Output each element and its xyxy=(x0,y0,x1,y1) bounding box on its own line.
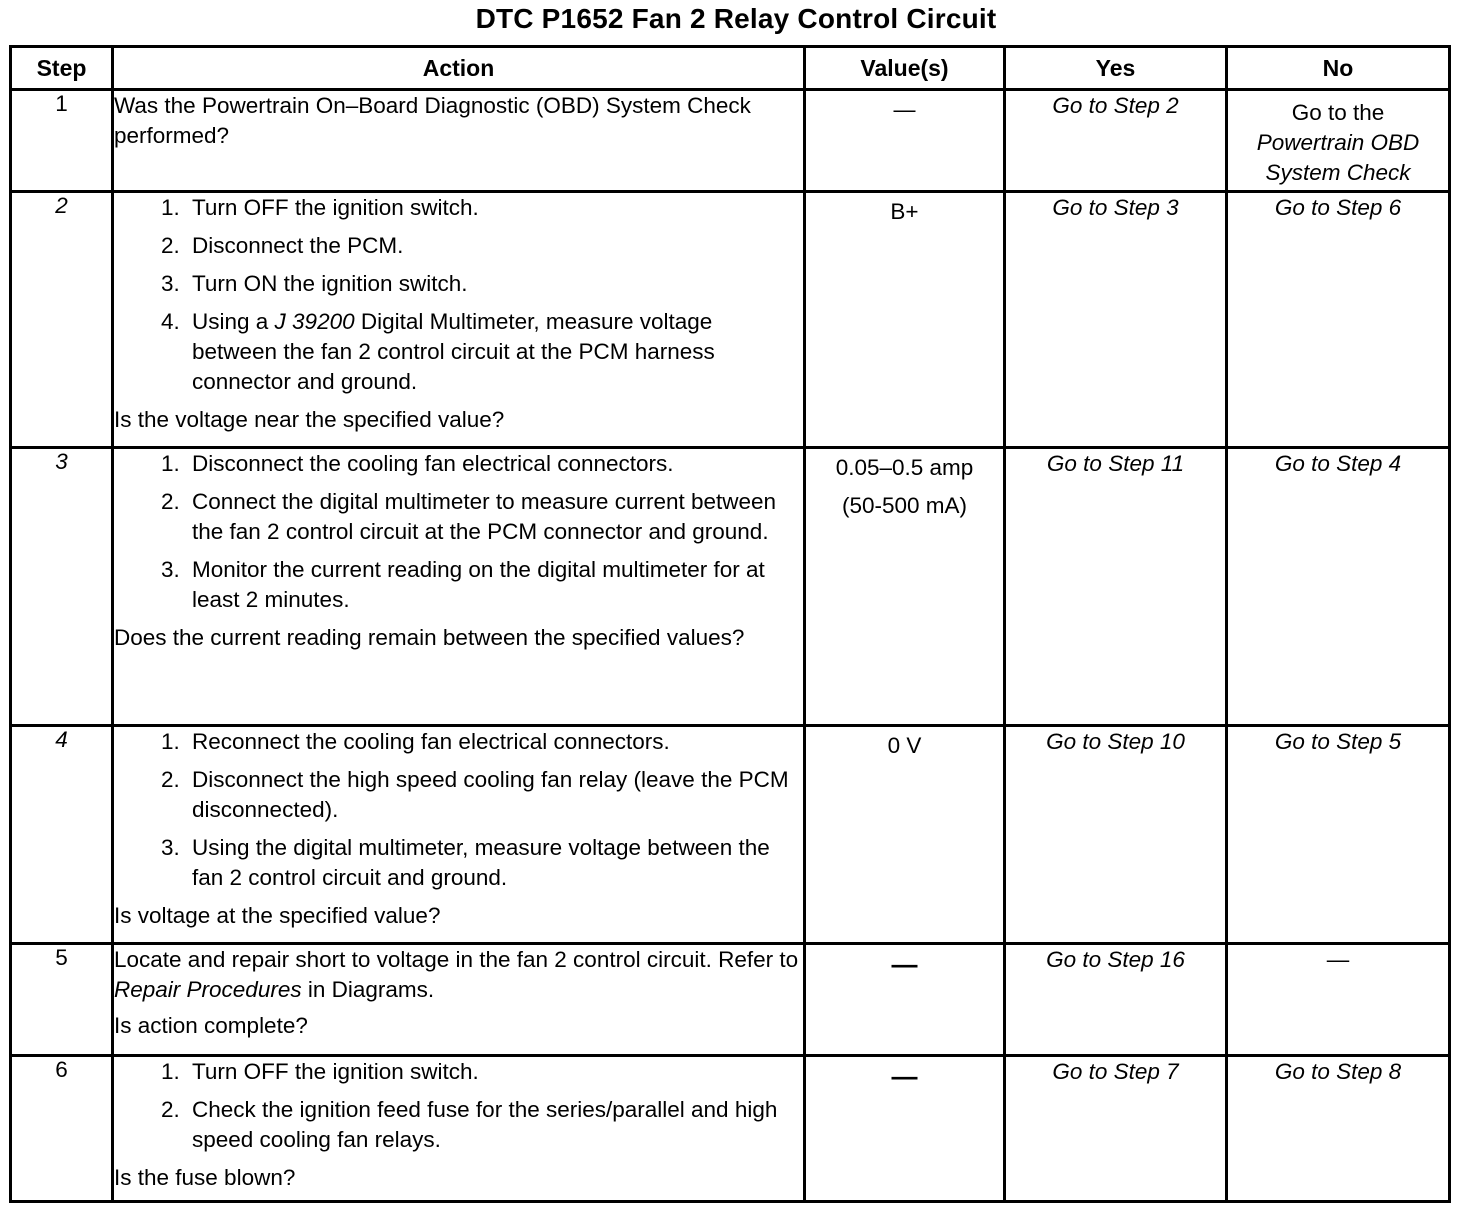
header-yes: Yes xyxy=(1005,47,1227,90)
action-cell xyxy=(113,726,805,944)
no-text: Go to Step 6 xyxy=(1274,195,1402,220)
value-text: (50-500 mA) xyxy=(841,493,968,518)
no-cell xyxy=(1227,90,1450,192)
no-text: Go to Step 5 xyxy=(1274,729,1402,754)
action-cell xyxy=(113,944,805,1056)
yes-cell xyxy=(1005,1056,1227,1202)
action-cell xyxy=(113,448,805,726)
yes-text: Go to Step 2 xyxy=(1052,93,1179,118)
value-text: 0.05–0.5 amp xyxy=(835,455,974,480)
header-step: Step xyxy=(11,47,113,90)
value-cell xyxy=(805,944,1005,1056)
value-cell xyxy=(805,90,1005,192)
action-question: Is voltage at the specified value? xyxy=(114,903,441,928)
table-row xyxy=(11,1056,1450,1202)
no-cell xyxy=(1227,192,1450,448)
no-text-italic-2: System Check xyxy=(1265,159,1411,185)
value-cell xyxy=(805,726,1005,944)
action-list xyxy=(114,449,803,615)
yes-text: Go to Step 7 xyxy=(1052,1059,1179,1084)
diagnostic-table xyxy=(9,45,1451,1203)
header-no: No xyxy=(1227,47,1450,90)
table-row xyxy=(11,944,1450,1056)
step-number: 1 xyxy=(11,90,113,192)
no-text: — xyxy=(1326,947,1350,972)
action-question: Is action complete? xyxy=(114,1013,308,1038)
action-cell xyxy=(113,1056,805,1202)
value-text: B+ xyxy=(890,199,919,224)
value-text: — xyxy=(893,97,916,122)
action-item: 3. Monitor the current reading on the digital multimeter for at least 2 minutes. xyxy=(186,555,803,615)
no-cell xyxy=(1227,448,1450,726)
yes-cell xyxy=(1005,448,1227,726)
step-number: 5 xyxy=(11,944,113,1056)
no-text-italic-1: Powertrain OBD xyxy=(1256,129,1420,155)
no-text: Go to Step 8 xyxy=(1274,1059,1402,1084)
value-text: 0 V xyxy=(887,733,922,758)
yes-text: Go to Step 11 xyxy=(1046,451,1185,476)
no-text-plain: Go to the xyxy=(1291,99,1385,125)
yes-text: Go to Step 10 xyxy=(1046,729,1185,754)
action-item: 1. Turn OFF the ignition switch. xyxy=(186,1057,803,1087)
action-list xyxy=(114,1057,803,1155)
action-cell xyxy=(113,90,805,192)
yes-text: Go to Step 16 xyxy=(1046,947,1185,972)
action-item: 2. Disconnect the PCM. xyxy=(186,231,803,261)
action-text: Locate and repair short to voltage in the fan 2 control circuit. Refer to Repair Procedures in Diagrams. xyxy=(114,947,799,1002)
action-item: 2. Disconnect the high speed cooling fan relay (leave the PCM disconnected). xyxy=(186,765,803,825)
action-cell xyxy=(113,192,805,448)
action-item: 1. Reconnect the cooling fan electrical connectors. xyxy=(186,727,803,757)
page-title: DTC P1652 Fan 2 Relay Control Circuit xyxy=(475,3,997,34)
value-text: — xyxy=(891,1061,918,1091)
table-row xyxy=(11,192,1450,448)
action-text: Was the Powertrain On–Board Diagnostic (OBD) System Check performed? xyxy=(114,93,751,148)
action-item: 2. Check the ignition feed fuse for the series/parallel and high speed cooling fan relays. xyxy=(186,1095,803,1155)
step-number: 6 xyxy=(11,1056,113,1202)
table-row xyxy=(11,448,1450,726)
step-number: 2 xyxy=(11,192,113,448)
yes-cell xyxy=(1005,726,1227,944)
action-item: 2. Connect the digital multimeter to measure current between the fan 2 control circuit at the PCM connector and ground. xyxy=(186,487,803,547)
value-text: — xyxy=(891,949,918,979)
no-cell xyxy=(1227,726,1450,944)
action-item: 3. Using the digital multimeter, measure voltage between the fan 2 control circuit and ground. xyxy=(186,833,803,893)
header-values: Value(s) xyxy=(805,47,1005,90)
no-cell xyxy=(1227,1056,1450,1202)
no-cell xyxy=(1227,944,1450,1056)
step-number: 3 xyxy=(11,448,113,726)
action-item: 4. Using a J 39200 Digital Multimeter, measure voltage between the fan 2 control circuit at the PCM harness connector and ground. xyxy=(186,307,803,397)
step-number: 4 xyxy=(11,726,113,944)
action-list xyxy=(114,193,803,397)
yes-cell xyxy=(1005,192,1227,448)
no-text: Go to Step 4 xyxy=(1274,451,1402,476)
action-item: 3. Turn ON the ignition switch. xyxy=(186,269,803,299)
value-cell xyxy=(805,1056,1005,1202)
yes-cell xyxy=(1005,90,1227,192)
action-question: Is the voltage near the specified value? xyxy=(114,407,505,432)
yes-cell xyxy=(1005,944,1227,1056)
value-cell xyxy=(805,448,1005,726)
action-question: Does the current reading remain between the specified values? xyxy=(114,625,745,650)
value-cell xyxy=(805,192,1005,448)
action-item: 1. Turn OFF the ignition switch. xyxy=(186,193,803,223)
yes-text: Go to Step 3 xyxy=(1052,195,1179,220)
action-item: 1. Disconnect the cooling fan electrical connectors. xyxy=(186,449,803,479)
header-row xyxy=(11,47,1450,90)
action-question: Is the fuse blown? xyxy=(114,1165,296,1190)
table-row xyxy=(11,90,1450,192)
header-action: Action xyxy=(113,47,805,90)
table-row xyxy=(11,726,1450,944)
action-list xyxy=(114,727,803,893)
